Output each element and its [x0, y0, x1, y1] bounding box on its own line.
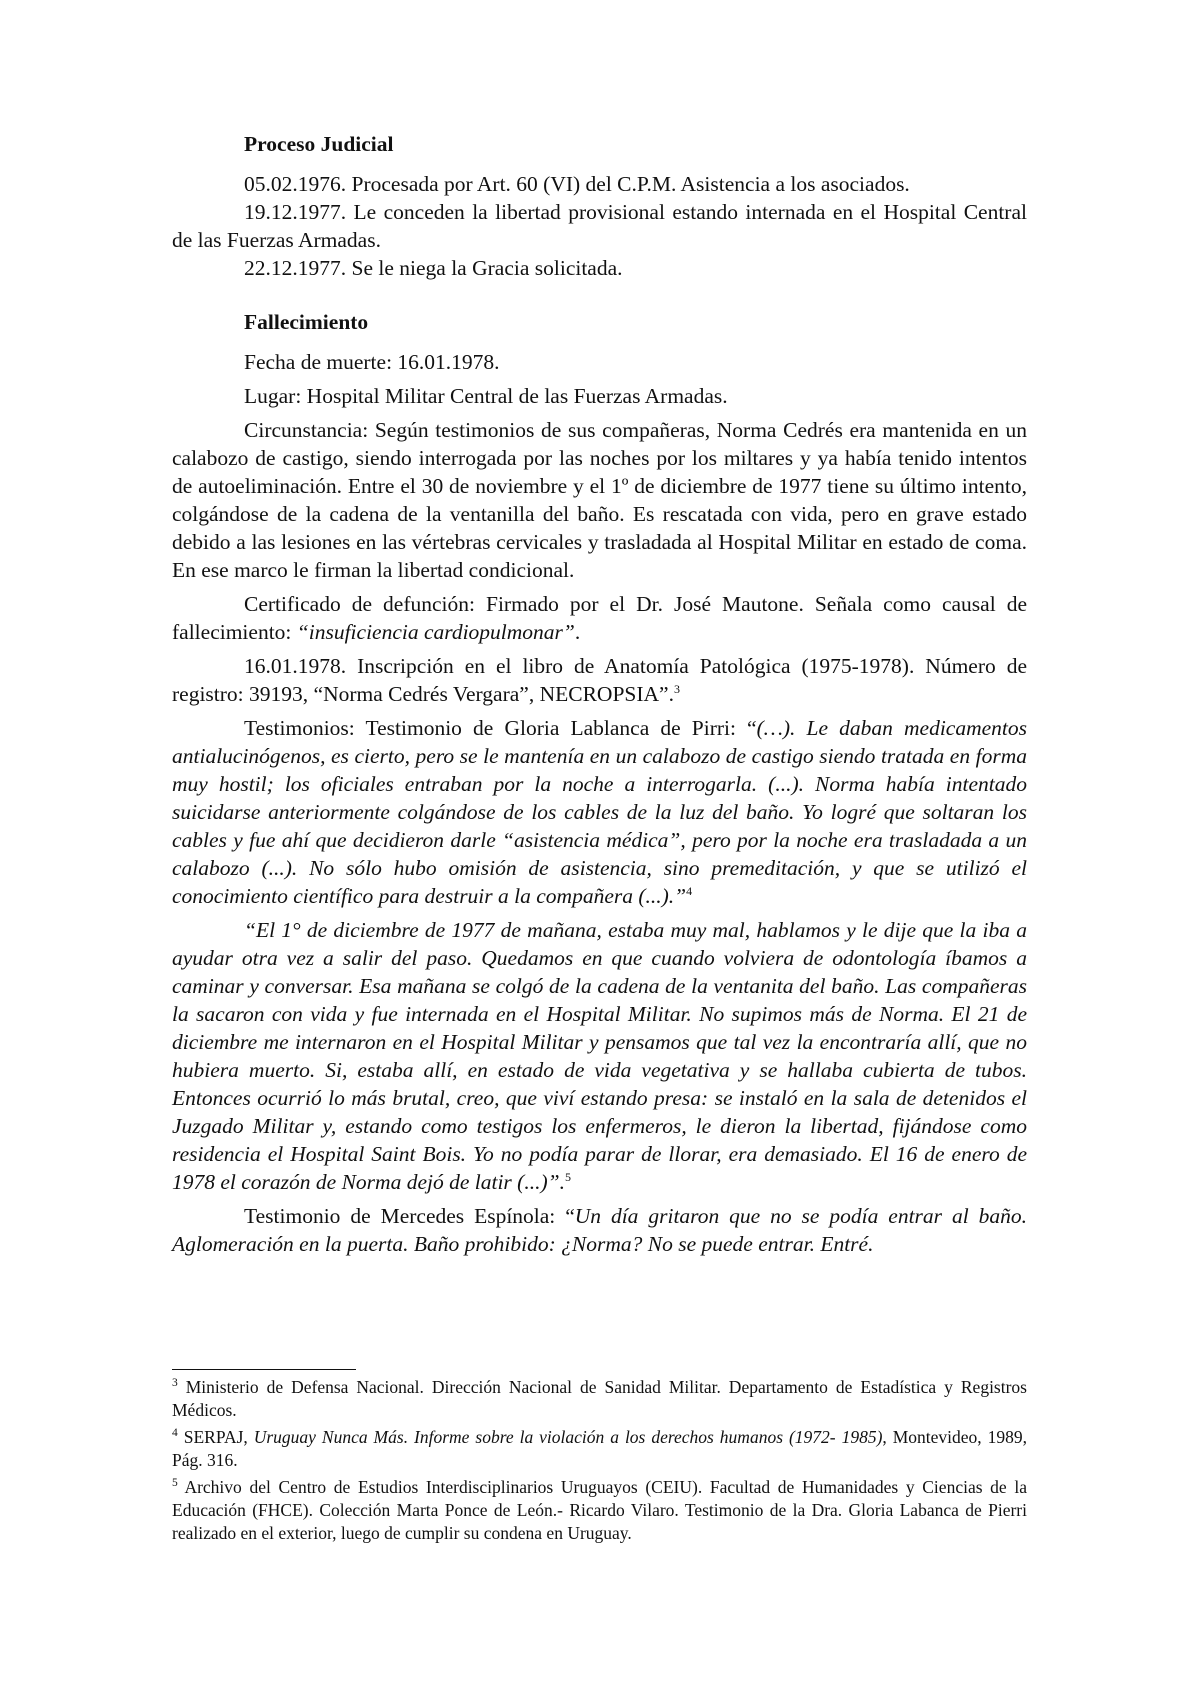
testimonio-continuacion: [172, 916, 1027, 1196]
footnote-text: SERPAJ,: [183, 1427, 254, 1447]
testimonio-lablanca-quote: (…). Le daban medicamentos antialucinógenos, es cierto, pero se le mantenía en un calabozo de castigo siendo tratada en forma muy hostil; los oficiales entraban por la noche a interrogarla. (...). Norma había intentado suicidarse anteriormente colgándose de los cables de la luz del baño. Yo logré que soltaran los cables y fue ahí que decidieron darle “asistencia médica”, pero por la noche era trasladada a un calabozo (...). No sólo hubo omisión de asistencia, sino premeditación, y que se utilizó el conocimiento científico para destruir a la compañera (...).”: [172, 716, 1027, 908]
fallecimiento-certificado: [172, 590, 1027, 646]
fallecimiento-lugar: Lugar: Hospital Militar Central de las Fuerzas Armadas.: [244, 384, 728, 408]
footnote-number: 4: [172, 1427, 178, 1439]
certificado-quote: “insuficiencia cardiopulmonar”: [296, 620, 575, 644]
footnote-separator: [172, 1369, 356, 1370]
footnote-text: Archivo del Centro de Estudios Interdisciplinarios Uruguayos (CEIU). Facultad de Humanidades y Ciencias de la Educación (FHCE). Colección Marta Ponce de León.- Ricardo Vilaro. Testimonio de la Dra. Gloria Labanca de Pierri realizado en el exterior, luego de cumplir su condena en Uruguay.: [172, 1477, 1027, 1543]
proceso-item-1: 05.02.1976. Procesada por Art. 60 (VI) del C.P.M. Asistencia a los asociados.: [244, 172, 910, 196]
fallecimiento-circunstancia: Circunstancia: Según testimonios de sus compañeras, Norma Cedrés era mantenida en un calabozo de castigo, siendo interrogada por las noches por los miltares y ya había tenido intentos de autoeliminación. Entre el 30 de noviembre y el 1º de diciembre de 1977 tiene su último intento, colgándose de la cadena de la ventanilla del baño. Es rescatada con vida, pero en grave estado debido a las lesiones en las vértebras cervicales y trasladada al Hospital Militar en estado de coma. En ese marco le firman la libertad condicional.: [172, 418, 1027, 582]
footnote-3: [172, 1376, 1027, 1422]
testimonio-continuacion-quote: “El 1° de diciembre de 1977 de mañana, estaba muy mal, hablamos y le dije que la iba a ayudar otra vez a salir del paso. Quedamos en que cuando volviera de odontología íbamos a caminar y conversar. Esa mañana se colgó de la cadena de la ventanita del baño. Las compañeras la sacaron con vida y fue internada en el Hospital Militar. No supimos más de Norma. El 21 de diciembre me internaron en el Hospital Militar y pensamos que tal vez la encontraría allí, que no hubiera muerto. Si, estaba allí, en estado de vida vegetativa y se hallaba cubierta de tubos. Entonces ocurrió lo más brutal, creo, que viví estando presa: se instaló en la sala de detenidos el Juzgado Militar y, estando como testigos los enfermeros, le dieron la libertad, fijándose como residencia el Hospital Saint Bois. Yo no podía parar de llorar, era demasiado. El 16 de enero de 1978 el corazón de Norma dejó de latir (...)”.: [172, 918, 1027, 1194]
section-heading-proceso: Proceso Judicial: [244, 132, 394, 156]
footnote-4: [172, 1426, 1027, 1472]
testimonio-espinola: [172, 1202, 1027, 1258]
footnote-text-end: , Montevideo, 1989, Pág. 316.: [172, 1427, 1028, 1470]
testimonio-espinola-quote: Un día gritaron que no se podía entrar al baño. Aglomeración en la puerta. Baño prohibido: ¿Norma? No se puede entrar. Entré.: [172, 1204, 1027, 1256]
fallecimiento-fecha: Fecha de muerte: 16.01.1978.: [244, 350, 500, 374]
footnote-5: [172, 1476, 1027, 1545]
document-page: [172, 0, 1027, 1684]
certificado-text: Certificado de defunción: Firmado por el Dr. José Mautone. Señala como causal de fallecimiento:: [172, 592, 1027, 644]
footnote-ref-5[interactable]: 5: [564, 1170, 571, 1184]
footnote-ref-4[interactable]: 4: [686, 884, 693, 898]
footnote-number: 5: [172, 1477, 178, 1489]
footnotes: [172, 1376, 1027, 1549]
inscripcion-text: 16.01.1978. Inscripción en el libro de Anatomía Patológica (1975-1978). Número de registro: 39193, “Norma Cedrés Vergara”, NECROPSIA”.: [172, 654, 1027, 706]
testimonio-lablanca: [172, 714, 1027, 910]
fallecimiento-inscripcion: [172, 652, 1027, 708]
proceso-item-2: 19.12.1977. Le conceden la libertad provisional estando internada en el Hospital Central de las Fuerzas Armadas.: [172, 200, 1027, 252]
footnote-title: Uruguay Nunca Más. Informe sobre la violación a los derechos humanos (1972- 1985): [253, 1427, 883, 1447]
footnote-text: Ministerio de Defensa Nacional. Dirección Nacional de Sanidad Militar. Departamento de Estadística y Registros Médicos.: [172, 1377, 1027, 1420]
testimonio-espinola-intro: Testimonio de Mercedes Espínola: “: [244, 1204, 575, 1228]
section-heading-fallecimiento: Fallecimiento: [244, 310, 369, 334]
testimonio-lablanca-intro: Testimonios: Testimonio de Gloria Lablanca de Pirri: “: [244, 716, 757, 740]
certificado-end: .: [574, 620, 581, 644]
footnote-ref-3[interactable]: 3: [673, 682, 680, 696]
proceso-item-3: 22.12.1977. Se le niega la Gracia solicitada.: [244, 256, 623, 280]
footnote-number: 3: [172, 1377, 178, 1389]
